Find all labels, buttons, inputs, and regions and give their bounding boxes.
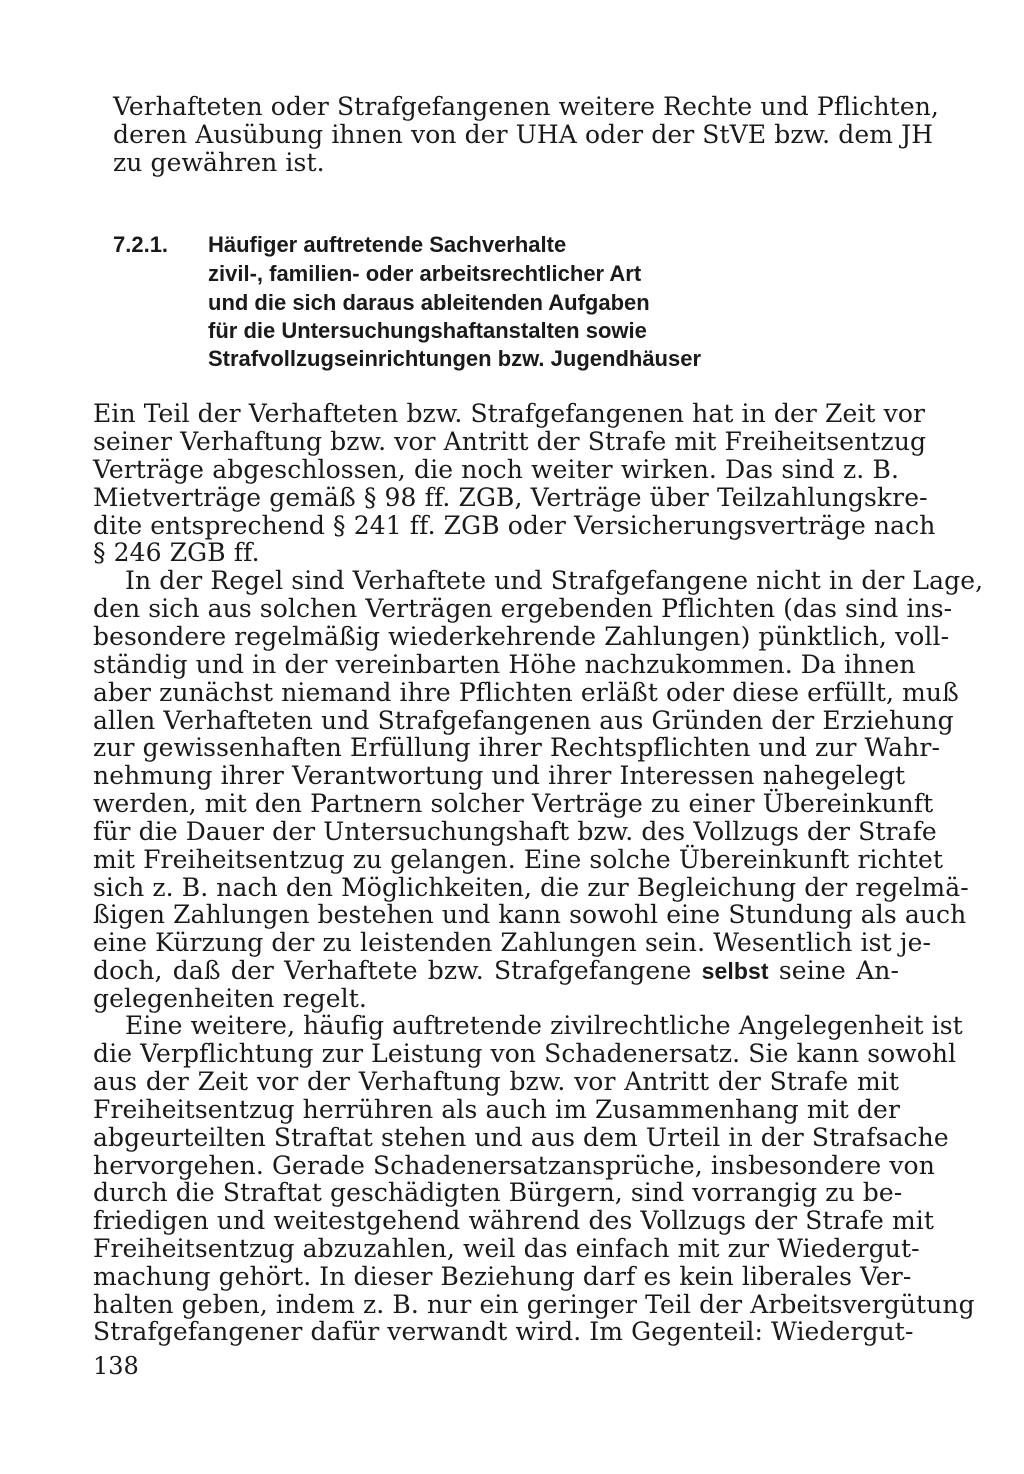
text-line: friedigen und weitestgehend während des Vollzugs der Strafe mit [93,1206,935,1235]
text-line: allen Verhafteten und Strafgefangenen aus Gründen der Erziehung [93,706,954,735]
text-line: ßigen Zahlungen bestehen und kann sowohl eine Stundung als auch [93,900,967,929]
text-line: durch die Straftat geschädigten Bürgern, sind vorrangig zu be- [93,1178,903,1207]
text-line: aus der Zeit vor der Verhaftung bzw. vor Antritt der Strafe mit [93,1067,899,1096]
text-line: ständig und in der vereinbarten Höhe nachzukommen. Da ihnen [93,650,916,679]
text-line: dite entsprechend § 241 ff. ZGB oder Versicherungsverträge nach [93,511,936,540]
text-line: werden, mit den Partnern solcher Verträge zu einer Übereinkunft [93,789,934,818]
text-line: zur gewissenhaften Erfüllung ihrer Rechtspflichten und zur Wahr- [93,733,940,762]
text-line: gelegenheiten regelt. [93,984,367,1013]
text-line: halten geben, indem z. B. nur ein geringer Teil der Arbeitsvergütung [93,1290,975,1319]
text-line: Mietverträge gemäß § 98 ff. ZGB, Verträge über Teilzahlungskre- [93,483,928,512]
text-line: Freiheitsentzug herrühren als auch im Zusammenhang mit der [93,1095,901,1124]
text-line: die Verpflichtung zur Leistung von Schadenersatz. Sie kann sowohl [93,1039,957,1068]
text-line: Ein Teil der Verhafteten bzw. Strafgefangenen hat in der Zeit vor [93,399,926,428]
emphasis-selbst: selbst [701,958,769,984]
text-line: hervorgehen. Gerade Schadenersatzansprüche, insbesondere von [93,1151,935,1180]
text-line: besondere regelmäßig wiederkehrende Zahlungen) pünktlich, voll- [93,622,950,651]
text-line: § 246 ZGB ff. [93,538,260,567]
text-line: Verträge abgeschlossen, die noch weiter wirken. Das sind z. B. [93,455,899,484]
text-line: Eine weitere, häufig auftretende zivilrechtliche Angelegenheit ist [125,1011,963,1040]
text-line: machung gehört. In dieser Beziehung darf es kein liberales Ver- [93,1262,912,1291]
text-line: seiner Verhaftung bzw. vor Antritt der Strafe mit Freiheitsentzug [93,427,927,456]
text-line: sich z. B. nach den Möglichkeiten, die zur Begleichung der regelmä- [93,873,969,902]
text-line: mit Freiheitsentzug zu gelangen. Eine solche Übereinkunft richtet [93,845,944,874]
text-line: Strafgefangener dafür verwandt wird. Im Gegenteil: Wiedergut- [93,1317,914,1346]
section-title-line: für die Untersuchungshaftanstalten sowie [208,318,647,343]
text-span: doch, daß der Verhaftete bzw. Strafgefangene [93,956,702,985]
text-line: zu gewähren ist. [113,148,325,177]
text-line: abgeurteilten Straftat stehen und aus dem Urteil in der Strafsache [93,1123,949,1152]
text-line: den sich aus solchen Verträgen ergebenden Pflichten (das sind ins- [93,594,953,623]
page-number: 138 [93,1352,139,1380]
section-title-line: und die sich daraus ableitenden Aufgaben [208,290,650,315]
text-line [93,956,899,985]
text-line: aber zunächst niemand ihre Pflichten erläßt oder diese erfüllt, muß [93,678,959,707]
section-title-line: zivil-, familien- oder arbeitsrechtlicher Art [208,261,642,286]
text-line: Freiheitsentzug abzuzahlen, weil das einfach mit zur Wiedergut- [93,1234,920,1263]
text-line: deren Ausübung ihnen von der UHA oder der StVE bzw. dem JH [113,120,934,149]
section-number: 7.2.1. [113,232,169,257]
text-line: für die Dauer der Untersuchungshaft bzw. des Vollzugs der Strafe [93,817,937,846]
section-title-line: Häufiger auftretende Sachverhalte [208,232,567,257]
text-span: seine An- [768,956,899,985]
text-line: Verhafteten oder Strafgefangenen weitere Rechte und Pflichten, [113,92,939,121]
section-title-line: Strafvollzugseinrichtungen bzw. Jugendhäuser [208,346,702,371]
text-line: In der Regel sind Verhaftete und Strafgefangene nicht in der Lage, [125,566,984,595]
text-line: eine Kürzung der zu leistenden Zahlungen sein. Wesentlich ist je- [93,928,932,957]
text-line: nehmung ihrer Verantwortung und ihrer Interessen nahegelegt [93,761,906,790]
